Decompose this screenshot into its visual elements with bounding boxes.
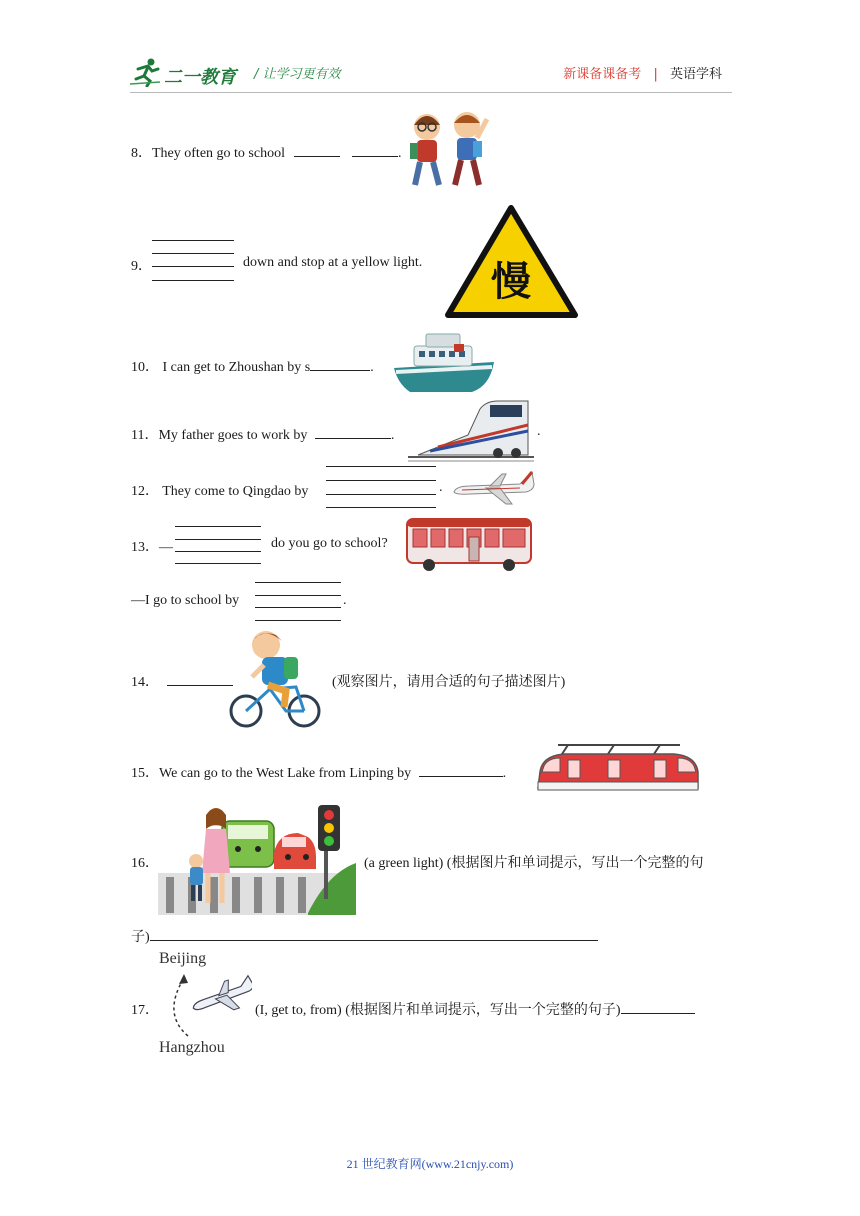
flight-route-image: [160, 970, 252, 1040]
hint-continuation: 子): [131, 930, 150, 945]
question-13-text: do you go to school?: [271, 536, 388, 551]
hint-text: (I, get to, from) (根据图片和单词提示，写出一个完整的句子): [255, 1003, 621, 1018]
question-13: [131, 536, 173, 556]
answer-blank[interactable]: [352, 144, 398, 157]
answer-line: [175, 539, 261, 540]
runner-logo-icon: [130, 57, 162, 87]
airplane-image: [450, 466, 536, 508]
question-16-continuation: [131, 926, 598, 946]
question-number: 15．: [131, 766, 159, 781]
question-9: [131, 255, 152, 275]
tram-image: [534, 742, 702, 794]
question-10: [131, 356, 374, 376]
period: .: [370, 360, 374, 375]
answer-blank[interactable]: [167, 673, 233, 686]
answer-blank[interactable]: [150, 928, 598, 941]
header-right: [563, 63, 722, 82]
period: .: [397, 146, 402, 161]
question-14-hint: (观察图片，请用合适的句子描述图片): [332, 675, 566, 690]
answer-blank[interactable]: [419, 764, 503, 777]
question-number: 17．: [131, 1003, 159, 1018]
question-9-text: down and stop at a yellow light.: [243, 255, 423, 270]
beijing-label: Beijing: [159, 950, 207, 967]
answer-line: [152, 240, 234, 241]
question-16: [131, 852, 159, 872]
header-tagline: 新课备课备考: [563, 67, 642, 82]
hangzhou-label: Hangzhou: [159, 1039, 225, 1056]
crosswalk-traffic-image: [158, 803, 356, 915]
question-16-hint: (a green light) (根据图片和单词提示，写出一个完整的句: [364, 856, 704, 871]
question-text: They come to Qingdao by: [162, 484, 309, 499]
question-14: [131, 671, 233, 691]
answer-line: [255, 582, 341, 583]
bus-image: [405, 515, 535, 573]
slogan: / 让学习更有效: [254, 67, 341, 82]
answer-line: [152, 280, 234, 281]
dash: —: [159, 540, 173, 555]
question-number: 14．: [131, 675, 159, 690]
answer-line: [175, 526, 261, 527]
question-text: They often go to school: [152, 146, 285, 161]
period: .: [390, 428, 395, 443]
answer-line: [255, 620, 341, 621]
question-11: [131, 424, 394, 444]
answer-line: [255, 607, 341, 608]
walking-children-image: [405, 105, 493, 193]
boy-cycling-image: [226, 627, 324, 729]
question-text: We can go to the West Lake from Linping by: [159, 766, 412, 781]
train-image: [408, 395, 534, 465]
question-12-end: .: [439, 480, 443, 495]
answer-line: [255, 595, 341, 596]
header-separator: |: [653, 67, 658, 82]
question-number: 13．: [131, 540, 159, 555]
answer-line: [175, 563, 261, 564]
slow-sign-char: 慢: [491, 259, 531, 305]
question-number: 16．: [131, 856, 159, 871]
question-number: 8．: [131, 146, 152, 161]
header: [130, 55, 732, 95]
answer-line: [326, 494, 436, 495]
answer-line: [152, 266, 234, 267]
slow-sign-image: [445, 205, 578, 319]
question-8: [131, 142, 401, 162]
answer-line: [175, 551, 261, 552]
question-17: [131, 999, 159, 1019]
question-12: [131, 480, 308, 500]
answer-line: [152, 253, 234, 254]
answer-line: [326, 480, 436, 481]
answer-blank[interactable]: [294, 144, 340, 157]
question-15: [131, 762, 506, 782]
question-number: 11．: [131, 428, 159, 443]
answer-blank[interactable]: [310, 358, 370, 371]
answer-blank[interactable]: [315, 426, 391, 439]
footer: 21 世纪教育网(www.21cnjy.com): [346, 1157, 514, 1171]
question-number: 12．: [131, 484, 159, 499]
question-11-trailing: .: [537, 424, 541, 439]
answer-blank[interactable]: [621, 1001, 695, 1014]
question-text: I can get to Zhoushan by s: [162, 360, 311, 375]
period: .: [502, 766, 507, 781]
ship-image: [392, 330, 496, 396]
question-number: 10．: [131, 360, 159, 375]
answer-line: [326, 507, 436, 508]
question-text: My father goes to work by: [158, 428, 308, 443]
question-13-answer: —I go to school by: [131, 593, 240, 608]
header-divider: [130, 92, 732, 93]
answer-line: [326, 466, 436, 467]
header-subject: 英语学科: [669, 67, 722, 82]
logo-text: 二一教育: [164, 67, 236, 88]
question-number: 9．: [131, 259, 152, 274]
question-13-end: .: [343, 593, 347, 608]
question-17-hint: [255, 999, 695, 1019]
